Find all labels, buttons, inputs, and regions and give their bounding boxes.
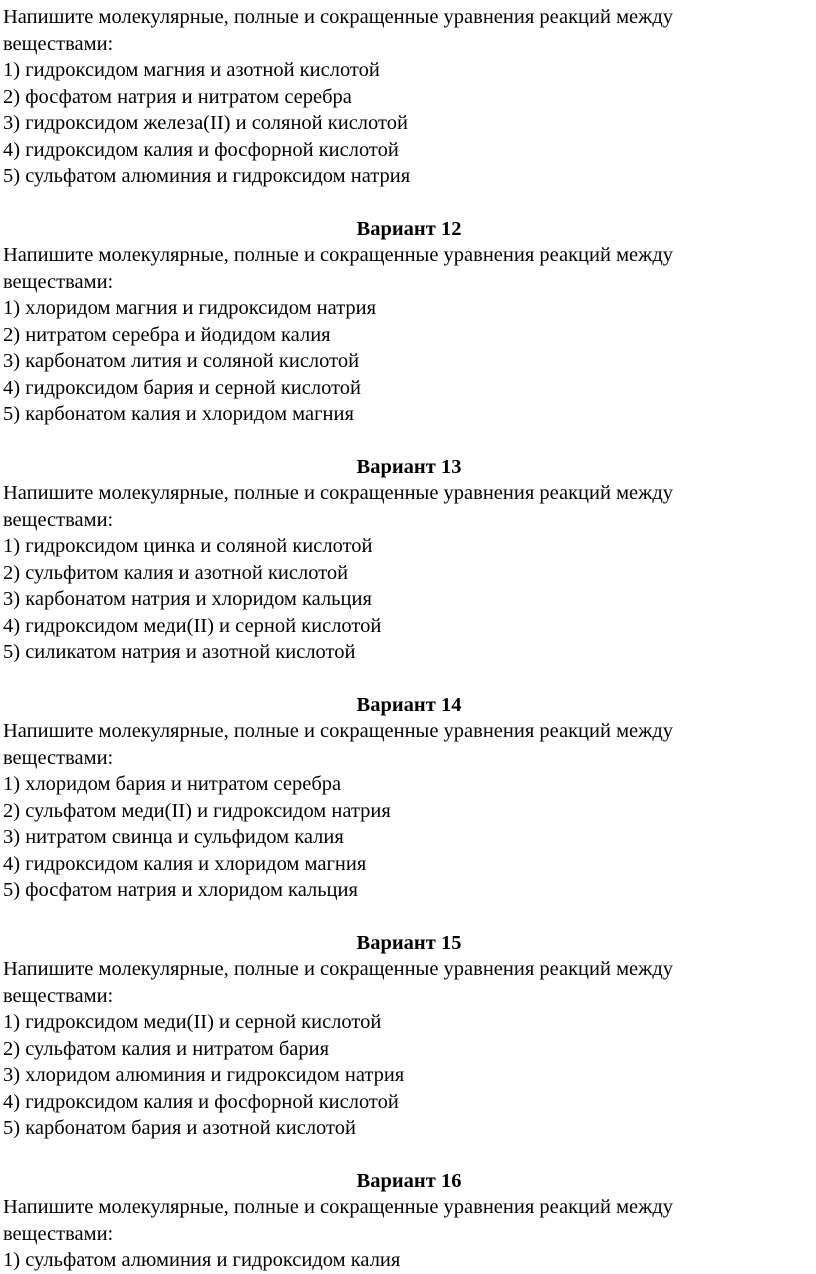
task-instruction: Напишите молекулярные, полные и сокращенные уравнения реакций между: [3, 244, 673, 266]
variant-heading: Вариант 16: [356, 1169, 462, 1192]
reaction-item: 3) нитратом свинца и сульфидом калия: [3, 826, 344, 848]
task-instruction: Напишите молекулярные, полные и сокращенные уравнения реакций между: [3, 720, 673, 742]
reaction-item: 3) хлоридом алюминия и гидроксидом натрия: [3, 1064, 405, 1086]
reaction-item: 2) сульфатом меди(II) и гидроксидом натрия: [3, 799, 391, 822]
reaction-item: 4) гидроксидом калия и фосфорной кислотой: [3, 1090, 399, 1113]
reaction-item: 2) нитратом серебра и йодидом калия: [3, 323, 331, 346]
variant-block-12: [3, 216, 809, 428]
reaction-item: 4) гидроксидом калия и хлоридом магния: [3, 852, 367, 875]
reaction-item: 5) силикатом натрия и азотной кислотой: [3, 641, 356, 663]
variant-heading: Вариант 15: [356, 931, 462, 954]
reaction-item: 5) фосфатом натрия и хлоридом кальция: [3, 879, 358, 901]
reaction-item: 1) сульфатом алюминия и гидроксидом калия: [3, 1249, 401, 1271]
reaction-item: 5) карбонатом калия и хлоридом магния: [3, 403, 354, 425]
reaction-item: 5) карбонатом бария и азотной кислотой: [3, 1117, 356, 1139]
task-instruction-continued: веществами:: [3, 984, 114, 1007]
reaction-item: 2) сульфатом калия и нитратом бария: [3, 1037, 330, 1060]
reaction-item: 5) сульфатом алюминия и гидроксидом натрия: [3, 165, 411, 187]
reaction-item: 4) гидроксидом бария и серной кислотой: [3, 376, 361, 399]
task-instruction: Напишите молекулярные, полные и сокращенные уравнения реакций между: [3, 6, 673, 28]
variant-block-continued: [3, 4, 809, 190]
reaction-item: 2) сульфитом калия и азотной кислотой: [3, 561, 349, 584]
reaction-item: 3) гидроксидом железа(II) и соляной кислотой: [3, 112, 408, 134]
reaction-item: 2) фосфатом натрия и нитратом серебра: [3, 85, 352, 108]
reaction-item: 1) хлоридом бария и нитратом серебра: [3, 773, 342, 795]
task-instruction: Напишите молекулярные, полные и сокращенные уравнения реакций между: [3, 482, 673, 504]
reaction-item: 3) карбонатом лития и соляной кислотой: [3, 350, 360, 372]
reaction-item: 4) гидроксидом меди(II) и серной кислотой: [3, 614, 382, 637]
reaction-item: 3) карбонатом натрия и хлоридом кальция: [3, 588, 372, 610]
document-page: [3, 4, 809, 1274]
reaction-item: 4) гидроксидом калия и фосфорной кислотой: [3, 138, 399, 161]
variant-heading: Вариант 14: [356, 693, 462, 716]
task-instruction-continued: веществами:: [3, 1222, 114, 1245]
variant-block-16: [3, 1168, 809, 1274]
variant-block-14: [3, 692, 809, 904]
task-instruction-continued: веществами:: [3, 270, 114, 293]
reaction-item: 1) хлоридом магния и гидроксидом натрия: [3, 297, 377, 319]
reaction-item: 1) гидроксидом меди(II) и серной кислотой: [3, 1011, 382, 1033]
variant-block-15: [3, 930, 809, 1142]
variant-heading: Вариант 13: [356, 455, 462, 478]
variant-block-13: [3, 454, 809, 666]
task-instruction-continued: веществами:: [3, 746, 114, 769]
reaction-item: 1) гидроксидом магния и азотной кислотой: [3, 59, 380, 81]
task-instruction: Напишите молекулярные, полные и сокращенные уравнения реакций между: [3, 958, 673, 980]
task-instruction: Напишите молекулярные, полные и сокращенные уравнения реакций между: [3, 1196, 673, 1218]
variant-heading: Вариант 12: [356, 217, 462, 240]
reaction-item: 1) гидроксидом цинка и соляной кислотой: [3, 535, 373, 557]
task-instruction-continued: веществами:: [3, 508, 114, 531]
task-instruction-continued: веществами:: [3, 32, 114, 55]
